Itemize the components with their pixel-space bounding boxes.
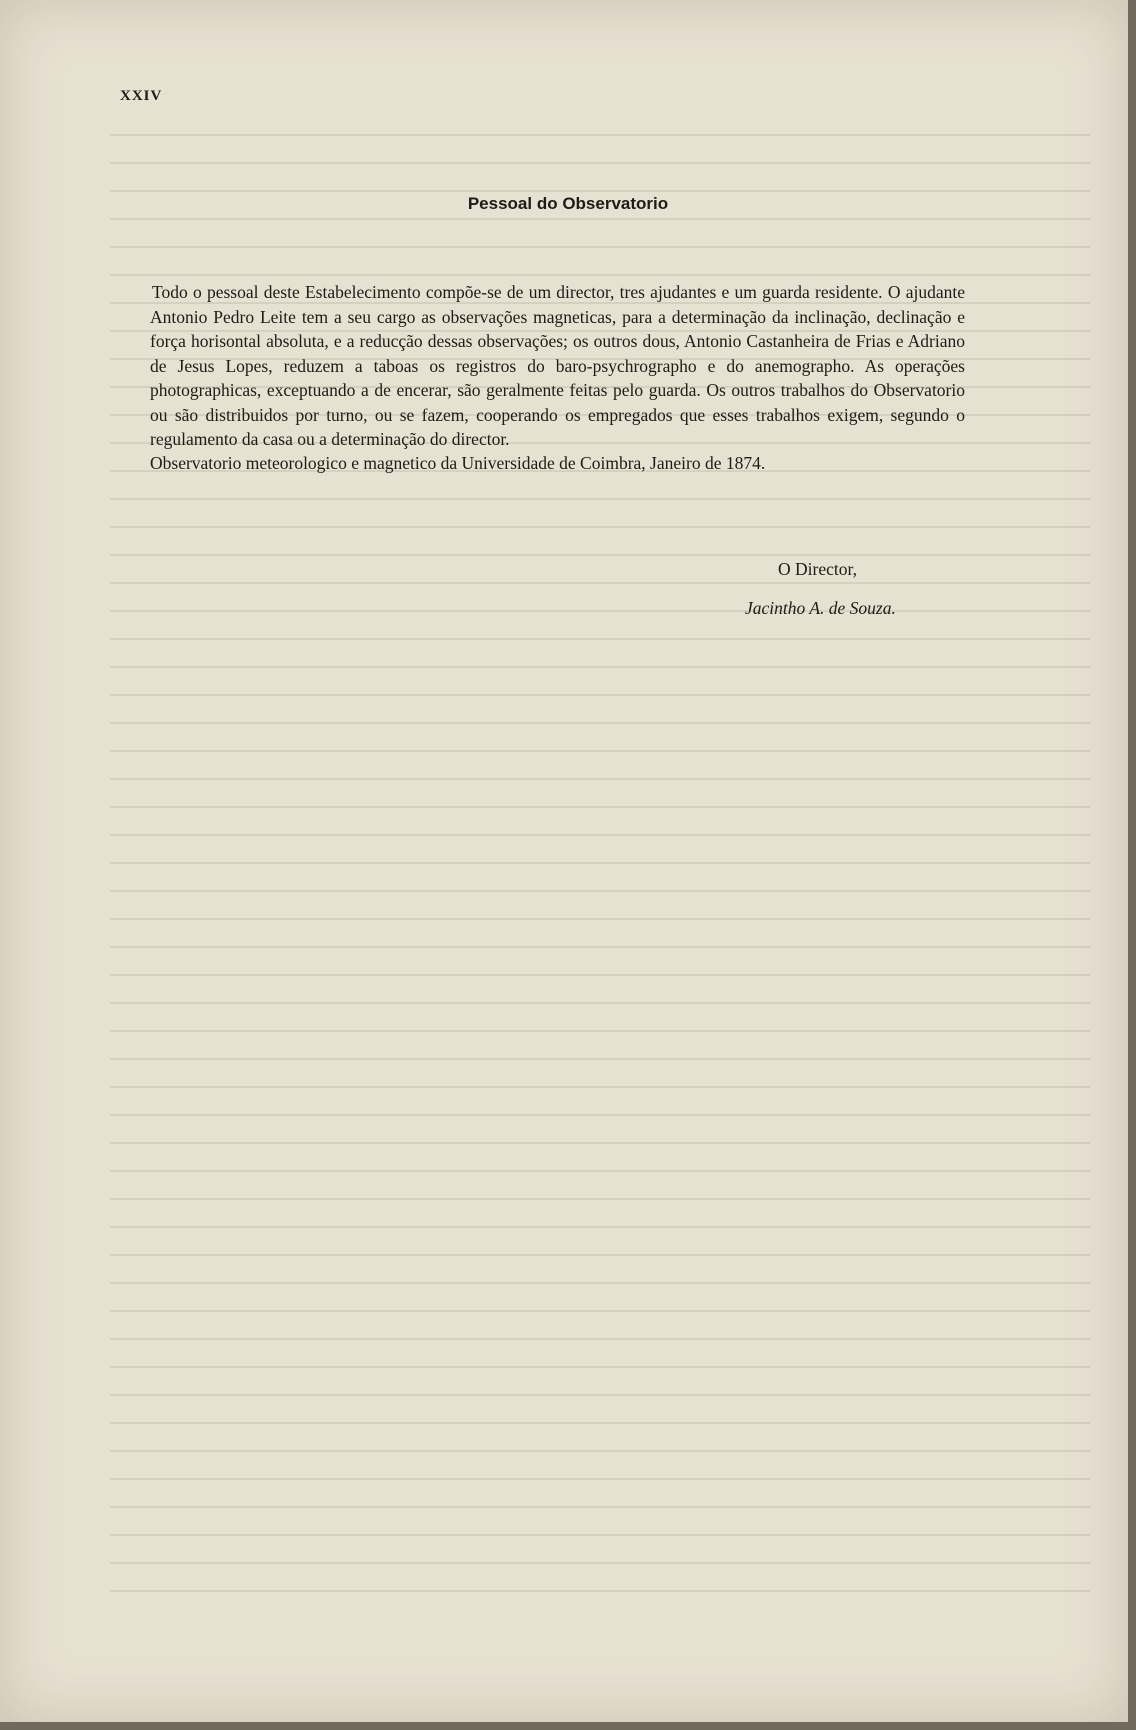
page-number: XXIV	[120, 88, 163, 104]
closing-line: Observatorio meteorologico e magnetico da Universidade de Coimbra, Janeiro de 1874.	[150, 453, 766, 473]
signature-name: Jacintho A. de Souza.	[745, 598, 896, 618]
section-heading: Pessoal do Observatorio	[467, 194, 669, 213]
signature-title: O Director,	[778, 559, 857, 579]
body-paragraph: Todo o pessoal deste Estabelecimento compõe-se de um director, tres ajudantes e um guarda residente. O ajudante Antonio Pedro Leite tem a seu cargo as observações magneticas, para a determinação da inclinação, declinação e força horisontal absoluta, e a reducção dessas observações; os outros dous, Antonio Castanheira de Frias e Adriano de Jesus Lopes, reduzem a taboas os registros do baro-psychrographo e do anemographo. As operações photographicas, exceptuando a de encerar, são geralmente feitas pelo guarda. Os outros trabalhos do Observatorio ou são distribuidos por turno, ou se fazem, cooperando os empregados que esses trabalhos exigem, segundo o regulamento da casa ou a determinação do director.	[150, 282, 965, 449]
